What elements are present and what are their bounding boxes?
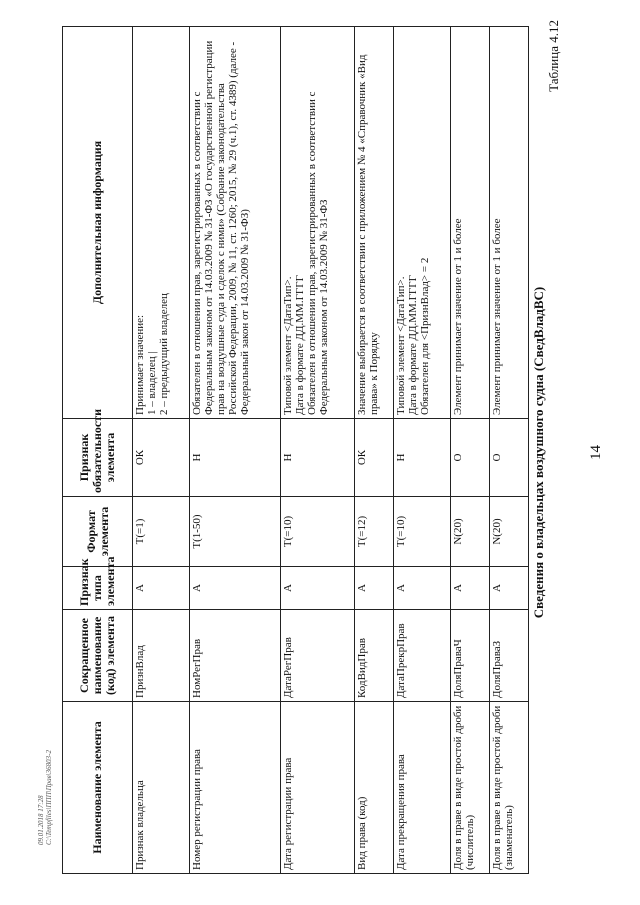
header-element-format: Формат элемента <box>63 497 133 567</box>
header-element-type: Признак типа элемента <box>63 567 133 610</box>
cell-type: А <box>354 567 393 610</box>
cell-required: Н <box>189 419 280 497</box>
cell-code: ДатаРегПрав <box>280 610 354 702</box>
cell-name: Вид права (код) <box>354 702 393 874</box>
cell-name: Дата прекращения права <box>394 702 451 874</box>
cell-info: Обязателен в отношении прав, зарегистрированных в соответствии с Федеральным законом от 14.03.2009 № 31-ФЗ «О государственной регистрации прав на воздушные суда и сделок с ними» (Собрание законодательства Российской Федерации, 2009, № 11, ст. 1260; 2015, № 29 (ч.1), ст. 4389) (далее - Федеральный закон от 14.03.2009 № 31-ФЗ) <box>189 27 280 419</box>
cell-type: А <box>394 567 451 610</box>
cell-code: КодВидПрав <box>354 610 393 702</box>
cell-code: НомРегПрав <box>189 610 280 702</box>
header-element-code: Сокращенное наименование (код) элемента <box>63 610 133 702</box>
cell-type: А <box>280 567 354 610</box>
cell-code: ДатаПрекрПрав <box>394 610 451 702</box>
header-element-name: Наименование элемента <box>63 702 133 874</box>
cell-required: О <box>450 419 489 497</box>
cell-format: T(1-50) <box>189 497 280 567</box>
page-number: 14 <box>588 445 604 460</box>
cell-name: Признак владельца <box>133 702 190 874</box>
table-row <box>133 27 190 874</box>
table-header <box>63 27 133 874</box>
cell-info: Типовой элемент <ДатаТип>. Дата в формате ДД.ММ.ГГГГ Обязателен в отношении прав, зарегистрированных в соответствии с Федеральным законом от 14.03.2009 № 31-ФЗ <box>280 27 354 419</box>
cell-info: Значение выбирается в соответствии с приложением № 4 «Справочник «Вид права» к Порядку <box>354 27 393 419</box>
cell-format: N(20) <box>489 497 528 567</box>
cell-type: А <box>189 567 280 610</box>
cell-format: T(=1) <box>133 497 190 567</box>
cell-info: Принимает значение: 1 – владелец | 2 – предыдущий владелец <box>133 27 190 419</box>
cell-name: Доля в праве в виде простой дроби (числитель) <box>450 702 489 874</box>
cell-format: T(=12) <box>354 497 393 567</box>
header-additional-info: Дополнительная информация <box>63 27 133 419</box>
cell-name: Дата регистрации права <box>280 702 354 874</box>
file-stamp: 09.01.2018 17:28 C:\Tempfiles\ППП\Прав\36803-2 <box>37 750 53 845</box>
table-row <box>450 27 489 874</box>
cell-format: T(=10) <box>394 497 451 567</box>
cell-info: Элемент принимает значение от 1 и более <box>450 27 489 419</box>
table-row <box>354 27 393 874</box>
cell-code: ПризнВлад <box>133 610 190 702</box>
table-row <box>394 27 451 874</box>
cell-required: О <box>489 419 528 497</box>
cell-required: ОК <box>354 419 393 497</box>
table-label: Таблица 4.12 <box>546 20 561 92</box>
cell-name: Доля в праве в виде простой дроби (знаменатель) <box>489 702 528 874</box>
table-row <box>189 27 280 874</box>
cell-required: Н <box>280 419 354 497</box>
elements-table <box>62 26 529 874</box>
cell-info: Элемент принимает значение от 1 и более <box>489 27 528 419</box>
cell-name: Номер регистрации права <box>189 702 280 874</box>
table-row <box>489 27 528 874</box>
cell-code: ДоляПраваЧ <box>450 610 489 702</box>
cell-type: А <box>450 567 489 610</box>
table-title: Сведения о владельцах воздушного судна (СведВладВС) <box>531 286 546 619</box>
table-row <box>280 27 354 874</box>
cell-required: Н <box>394 419 451 497</box>
cell-code: ДоляПраваЗ <box>489 610 528 702</box>
cell-format: T(=10) <box>280 497 354 567</box>
cell-type: А <box>133 567 190 610</box>
cell-type: А <box>489 567 528 610</box>
cell-required: ОК <box>133 419 190 497</box>
cell-info: Типовой элемент <ДатаТип>. Дата в формате ДД.ММ.ГГГГ Обязателен для <ПризнВлад> = 2 <box>394 27 451 419</box>
header-element-required: Признак обязательности элемента <box>63 419 133 497</box>
cell-format: N(20) <box>450 497 489 567</box>
